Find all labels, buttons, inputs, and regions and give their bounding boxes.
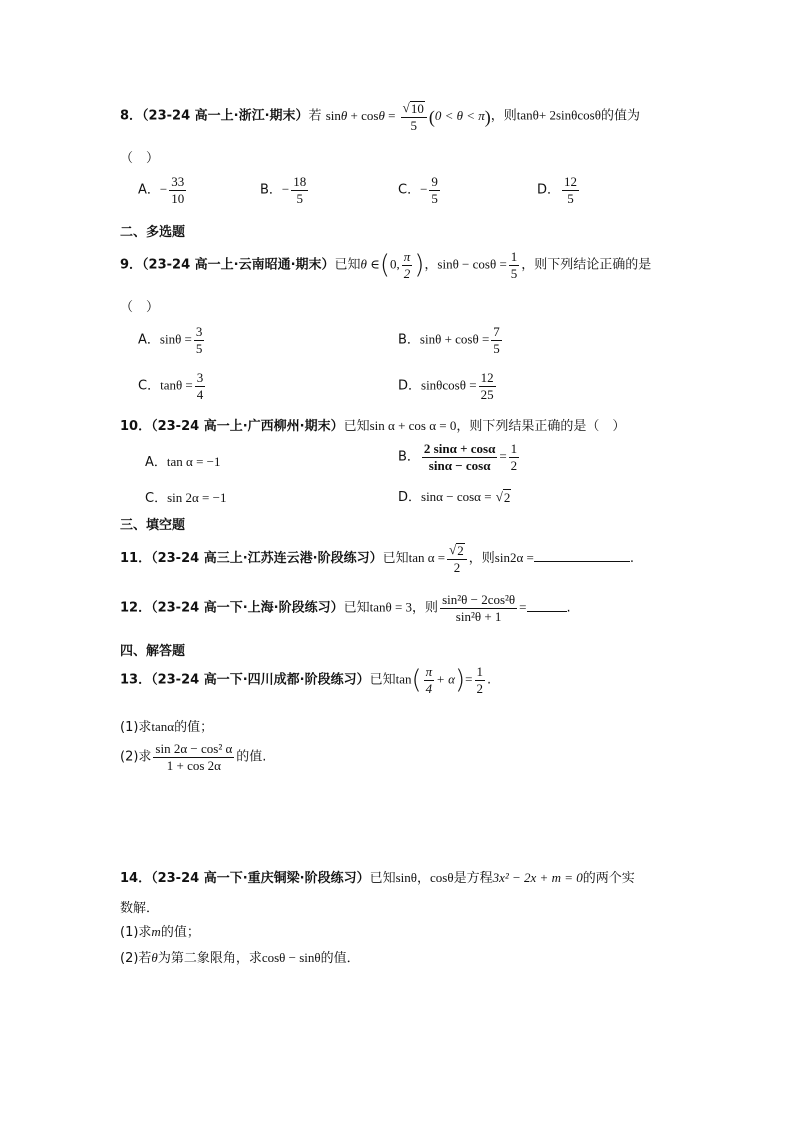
question-number: 9． <box>120 257 143 273</box>
option-a: A．sinθ = $\frac{3}{5}$ <box>138 324 203 356</box>
fraction: $\frac{1}{5}$ <box>510 249 518 281</box>
option-c: C．tanθ = $\frac{3}{4}$ <box>138 370 204 402</box>
option-c: C．− $\frac{9}{5}$ <box>398 174 438 206</box>
question-source: （23-24 高一下·重庆铜梁·阶段练习） <box>151 871 370 886</box>
fraction: $\frac{12}{5}$ <box>564 174 578 206</box>
question-number: 10． <box>120 419 152 434</box>
option-a: A．tan α = −1 <box>145 454 221 470</box>
sub-question-1: (1)求tanα的值； <box>120 719 214 735</box>
fraction: $\frac{3}{4}$ <box>196 370 204 402</box>
section-heading: 三、填空题 <box>120 518 186 533</box>
question-14-cont: 数解． <box>120 901 160 916</box>
fraction: $\frac{12}{25}$ <box>480 370 494 402</box>
question-source: （23-24 高一下·上海·阶段练习） <box>151 600 344 616</box>
question-source: （23-24 高一上·广西柳州·期末） <box>151 419 344 434</box>
fraction: $\frac{\text{sin²θ − 2cos²θ}}{\text{sin²θ + 1}}$ <box>442 592 516 624</box>
question-8: 8．（23-24 高一上·浙江·期末）若 sinθ + cosθ = √ 10 5 (0 < θ < π)，则tanθ+ 2sinθcosθ的值为 <box>120 100 640 133</box>
fraction: $\frac{1}{2}$ <box>510 441 518 473</box>
fraction: √ 2 2 <box>447 543 467 574</box>
sub-question-1: (1)求m的值； <box>120 924 200 940</box>
question-12: 12．（23-24 高一下·上海·阶段练习）已知tanθ = 3，则 $\frac{\text{sin²θ − 2cos²θ}}{\text{sin²θ + 1}}$ = . <box>120 592 571 624</box>
option-c: C．sin 2α = −1 <box>145 490 227 506</box>
math-expression: tanθ+ 2sinθcosθ <box>516 107 601 123</box>
question-number: 14． <box>120 871 152 886</box>
option-a: A．− $\frac{33}{10}$ <box>138 174 185 206</box>
option-d: D．sinα − cosα = √ 2 <box>398 489 511 505</box>
fraction: $\frac{9}{5}$ <box>431 174 438 206</box>
fraction: $\frac{2 \sin\alpha + \cos\alpha}{\sin\alpha - \cos\alpha}$ <box>423 441 496 473</box>
question-number: 8． <box>120 108 143 124</box>
question-source: （23-24 高一下·四川成都·阶段练习） <box>151 672 370 688</box>
fraction: $\frac{7}{5}$ <box>493 324 500 356</box>
answer-blank[interactable] <box>527 611 567 612</box>
fraction: $\frac{18}{5}$ <box>293 174 307 206</box>
option-b: B． $\frac{2 \sin\alpha + \cos\alpha}{\sin\alpha - \cos\alpha}$ = $\frac{1}{2}$ <box>398 441 518 473</box>
question-source: （23-24 高一上·浙江·期末） <box>142 108 309 124</box>
fraction: $\frac{\pi}{2}$ <box>403 249 411 281</box>
fraction: √ 10 5 <box>401 101 427 132</box>
question-source: （23-24 高三上·江苏连云港·阶段练习） <box>151 551 383 567</box>
question-text: 若 <box>308 108 322 124</box>
fraction: $\frac{3}{5}$ <box>195 324 203 356</box>
fraction: $\frac{\text{sin 2α − cos² α}}{1 + \cos 2\alpha}$ <box>155 741 233 773</box>
question-10: 10．（23-24 高一上·广西柳州·期末）已知sin α + cos α = 0，则下列结果正确的是（ ） <box>120 418 626 434</box>
answer-paren: （ ） <box>120 300 160 315</box>
option-b: B．− $\frac{18}{5}$ <box>260 174 307 206</box>
section-heading: 四、解答题 <box>120 644 186 659</box>
question-14: 14．（23-24 高一下·重庆铜梁·阶段练习）已知sinθ，cosθ是方程3x² − 2x + m = 0的两个实 <box>120 870 635 886</box>
sub-question-2: (2)求 $\frac{\text{sin 2α − cos² α}}{1 + \cos 2\alpha}$ 的值. <box>120 741 267 773</box>
math-expression: sinθ + cosθ = √ 10 5 (0 < θ < π) <box>325 100 491 133</box>
sub-question-2: (2)若θ为第二象限角，求cosθ − sinθ的值． <box>120 950 360 966</box>
option-d: D．sinθcosθ = $\frac{12}{25}$ <box>398 370 494 402</box>
question-number: 11． <box>120 551 152 567</box>
fraction: $\frac{\pi}{4}$ <box>425 664 433 696</box>
answer-blank[interactable] <box>534 561 630 562</box>
fraction: $\frac{33}{10}$ <box>171 174 185 206</box>
question-11: 11．（23-24 高三上·江苏连云港·阶段练习）已知tan α = √ 2 2 ，则sin2α = . <box>120 542 634 575</box>
question-number: 12． <box>120 600 152 616</box>
fraction: $\frac{1}{2}$ <box>476 664 484 696</box>
option-d: D． $\frac{12}{5}$ <box>537 174 578 206</box>
option-b: B．sinθ + cosθ = $\frac{7}{5}$ <box>398 324 500 356</box>
question-13: 13．（23-24 高一下·四川成都·阶段练习）已知tan( $\frac{\pi}{4}$ + α)= $\frac{1}{2}$ . <box>120 664 492 696</box>
section-heading: 二、多选题 <box>120 225 186 240</box>
question-9: 9．（23-24 高一上·云南昭通·期末）已知θ ∈(0, $\frac{\pi}{2}$ )，sinθ − cosθ = $\frac{1}{5}$ ，则下列结论正确的是 <box>120 249 652 281</box>
question-source: （23-24 高一上·云南昭通·期末） <box>142 257 335 273</box>
answer-paren: （ ） <box>120 151 160 166</box>
question-number: 13． <box>120 672 152 688</box>
